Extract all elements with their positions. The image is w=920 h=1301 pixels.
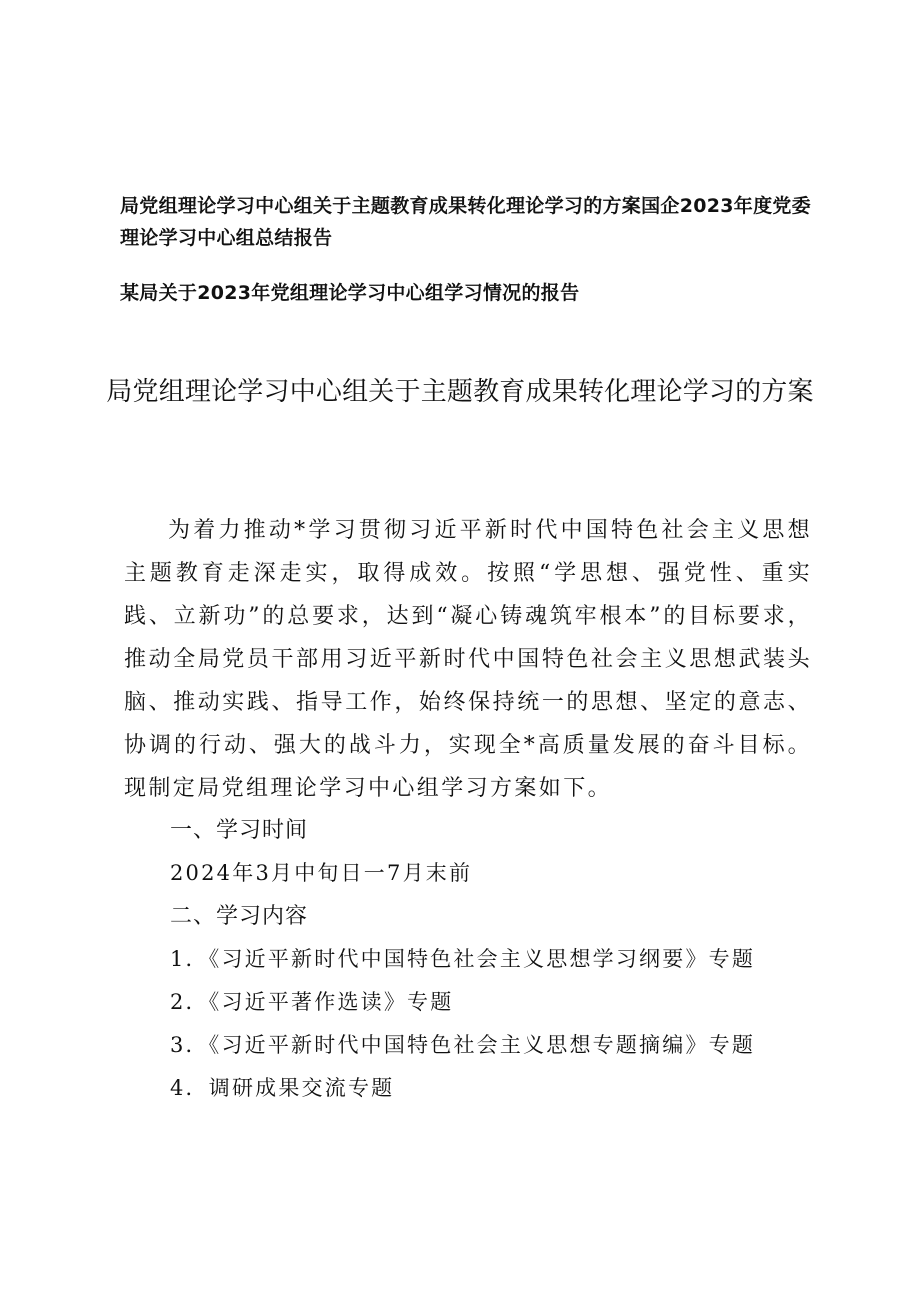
section-heading-study-time: 一、学习时间 — [170, 818, 309, 843]
related-doc-title-2: 某局关于2023年党组理论学习中心组学习情况的报告 — [120, 282, 580, 304]
list-item: 3．《习近平新时代中国特色社会主义思想专题摘编》专题 — [170, 1033, 756, 1057]
related-doc-title-1: 局党组理论学习中心组关于主题教育成果转化理论学习的方案国企2023年度党委理论学习中心组总结报告 — [120, 195, 811, 249]
list-item: 1．《习近平新时代中国特色社会主义思想学习纲要》专题 — [170, 947, 756, 971]
intro-paragraph: 为着力推动*学习贯彻习近平新时代中国特色社会主义思想主题教育走深走实，取得成效。按照“学思想、强党性、重实践、立新功”的总要求，达到“凝心铸魂筑牢根本”的目标要求，推动全局党员干部用习近平新时代中国特色社会主义思想武装头脑、推动实践、指导工作，始终保持统一的思想、坚定的意志、协调的行动、强大的战斗力，实现全*高质量发展的奋斗目标。现制定局党组理论学习中心组学习方案如下。 — [124, 518, 812, 801]
document-title: 局党组理论学习中心组关于主题教育成果转化理论学习的方案 — [106, 377, 814, 407]
list-item: 4．调研成果交流专题 — [170, 1076, 395, 1100]
section-heading-study-content: 二、学习内容 — [170, 904, 309, 929]
study-time-text: 2024年3月中旬日一7月末前 — [170, 861, 473, 885]
list-item: 2．《习近平著作选读》专题 — [170, 990, 454, 1014]
